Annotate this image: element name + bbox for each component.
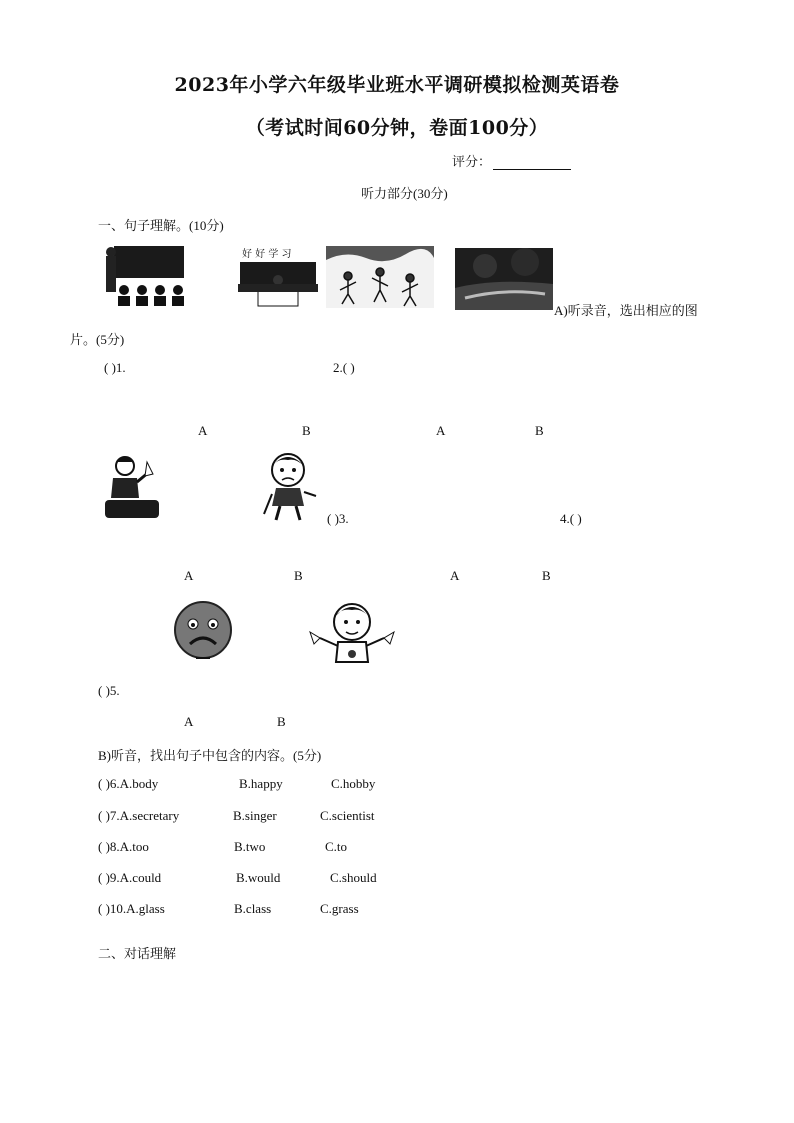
q9-option-c: C.should bbox=[330, 870, 377, 885]
q9-option-a: ( )9.A.could bbox=[98, 870, 162, 885]
park-picture bbox=[455, 248, 553, 310]
question-2: 2.( ) bbox=[333, 360, 355, 375]
q10-option-a: ( )10.A.glass bbox=[98, 901, 165, 916]
q9-option-b: B.would bbox=[236, 870, 281, 885]
sad-face-picture bbox=[170, 600, 236, 662]
q3-option-a-label: A bbox=[184, 568, 194, 583]
score-blank bbox=[493, 157, 571, 170]
part-b-instruction: B)听音，找出句子中包含的内容。(5分) bbox=[98, 748, 322, 763]
q6-option-a: ( )6.A.body bbox=[98, 776, 159, 791]
question-3: ( )3. bbox=[327, 511, 349, 526]
q3-option-b-label: B bbox=[294, 568, 303, 583]
q5-option-b-label: B bbox=[277, 714, 286, 729]
boy-crying-picture bbox=[258, 452, 324, 522]
q4-option-b-label: B bbox=[542, 568, 551, 583]
question-5: ( )5. bbox=[98, 683, 120, 698]
page-subtitle: （考试时间60分钟，卷面100分） bbox=[245, 117, 549, 139]
q2-option-a-label: A bbox=[436, 423, 446, 438]
q2-option-b-label: B bbox=[535, 423, 544, 438]
q10-option-c: C.grass bbox=[320, 901, 359, 916]
score-field bbox=[452, 151, 571, 170]
q7-option-b: B.singer bbox=[233, 808, 277, 823]
boy-shrugging-picture bbox=[306, 600, 398, 668]
part1-title: 一、句子理解。(10分) bbox=[98, 218, 224, 233]
q4-option-a-label: A bbox=[450, 568, 460, 583]
q1-option-a-label: A bbox=[198, 423, 208, 438]
q6-option-b: B.happy bbox=[239, 776, 283, 791]
q6-option-c: C.hobby bbox=[331, 776, 376, 791]
score-label: 评分： bbox=[452, 154, 492, 169]
part-a-instruction-line2: 片。(5分) bbox=[70, 332, 125, 347]
study-hard-picture bbox=[238, 244, 318, 310]
question-1: ( )1. bbox=[104, 360, 126, 375]
q8-option-b: B.two bbox=[234, 839, 266, 854]
question-4: 4.( ) bbox=[560, 511, 582, 526]
q7-option-c: C.scientist bbox=[320, 808, 375, 823]
q7-option-a: ( )7.A.secretary bbox=[98, 808, 180, 823]
q8-option-a: ( )8.A.too bbox=[98, 839, 149, 854]
study-banner-text: 好 好 学 习 bbox=[242, 249, 292, 260]
q1-option-b-label: B bbox=[302, 423, 311, 438]
part-a-instruction-line1: A)听录音，选出相应的图 bbox=[554, 303, 698, 318]
children-playing-picture bbox=[326, 246, 434, 308]
page-title: 2023年小学六年级毕业班水平调研模拟检测英语卷 bbox=[174, 74, 620, 96]
q10-option-b: B.class bbox=[234, 901, 272, 916]
section-title: 听力部分(30分) bbox=[361, 186, 448, 201]
part2-title: 二、对话理解 bbox=[98, 946, 177, 961]
woman-ice-cream-picture bbox=[103, 454, 163, 520]
q5-option-a-label: A bbox=[184, 714, 194, 729]
q8-option-c: C.to bbox=[325, 839, 348, 854]
classroom-picture bbox=[104, 244, 188, 310]
